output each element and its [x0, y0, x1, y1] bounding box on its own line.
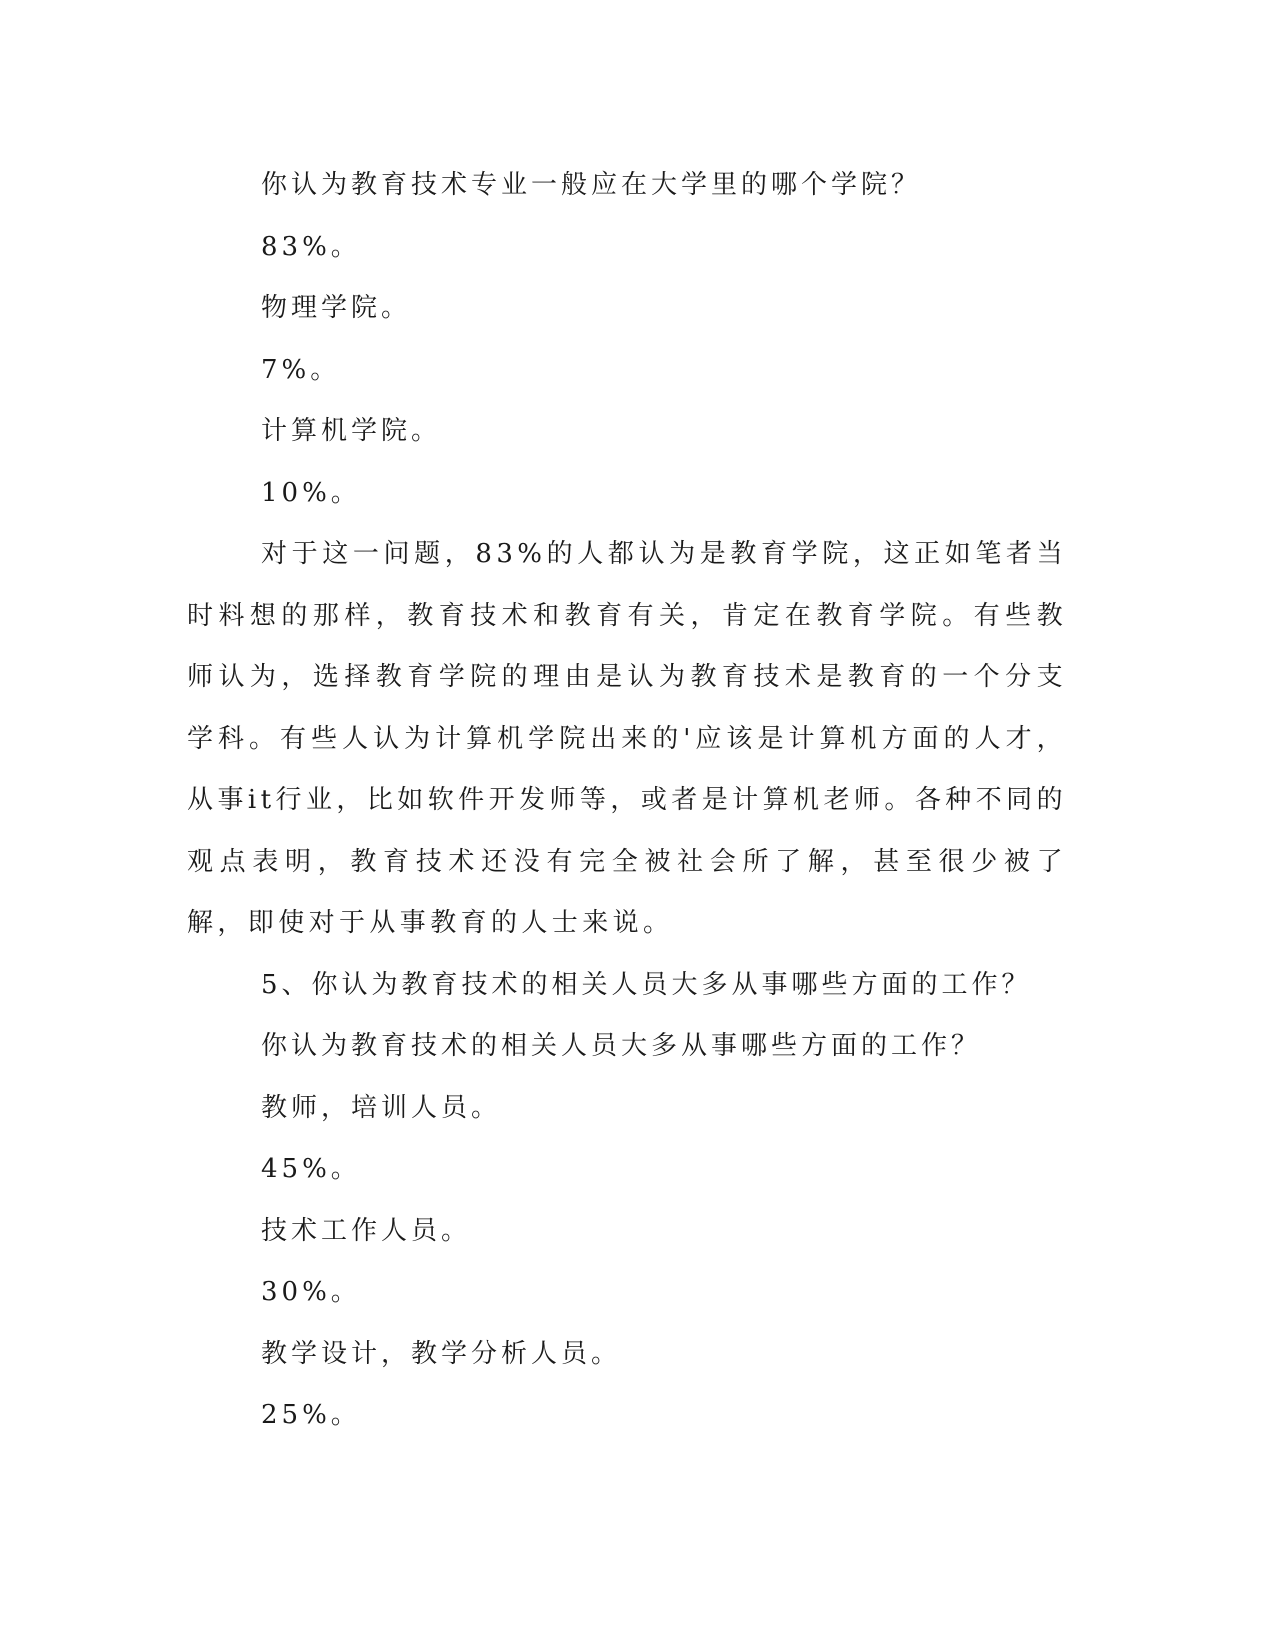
answer-percent: 83%。 [261, 231, 361, 262]
document-body [187, 155, 1067, 1447]
answer-percent: 25%。 [261, 1400, 361, 1430]
section-heading: 5、你认为教育技术的相关人员大多从事哪些方面的工作？ [261, 969, 1032, 1000]
answer-option: 教学设计，教学分析人员。 [261, 1338, 622, 1369]
answer-percent: 45%。 [261, 1154, 361, 1184]
answer-percent: 7%。 [261, 354, 341, 385]
answer-option: 技术工作人员。 [261, 1215, 472, 1246]
answer-percent: 10%。 [261, 477, 361, 508]
analysis-paragraph: 对于这一问题，83%的人都认为是教育学院，这正如笔者当时料想的那样，教育技术和教育有关，肯定在教育学院。有些教师认为，选择教育学院的理由是认为教育技术是教育的一个分支学科。有些人认为计算机学院出来的'应该是计算机方面的人才，从事it行业，比如软件开发师等，或者是计算机老师。各种不同的观点表明，教育技术还没有完全被社会所了解，甚至很少被了解，即使对于从事教育的人士来说。 [187, 539, 1067, 938]
answer-option: 物理学院。 [261, 293, 412, 323]
question-line: 你认为教育技术专业一般应在大学里的哪个学院？ [261, 170, 922, 200]
answer-percent: 30%。 [261, 1277, 361, 1307]
question-line: 你认为教育技术的相关人员大多从事哪些方面的工作？ [261, 1031, 982, 1061]
answer-option: 计算机学院。 [261, 416, 442, 446]
answer-option: 教师，培训人员。 [261, 1092, 502, 1123]
